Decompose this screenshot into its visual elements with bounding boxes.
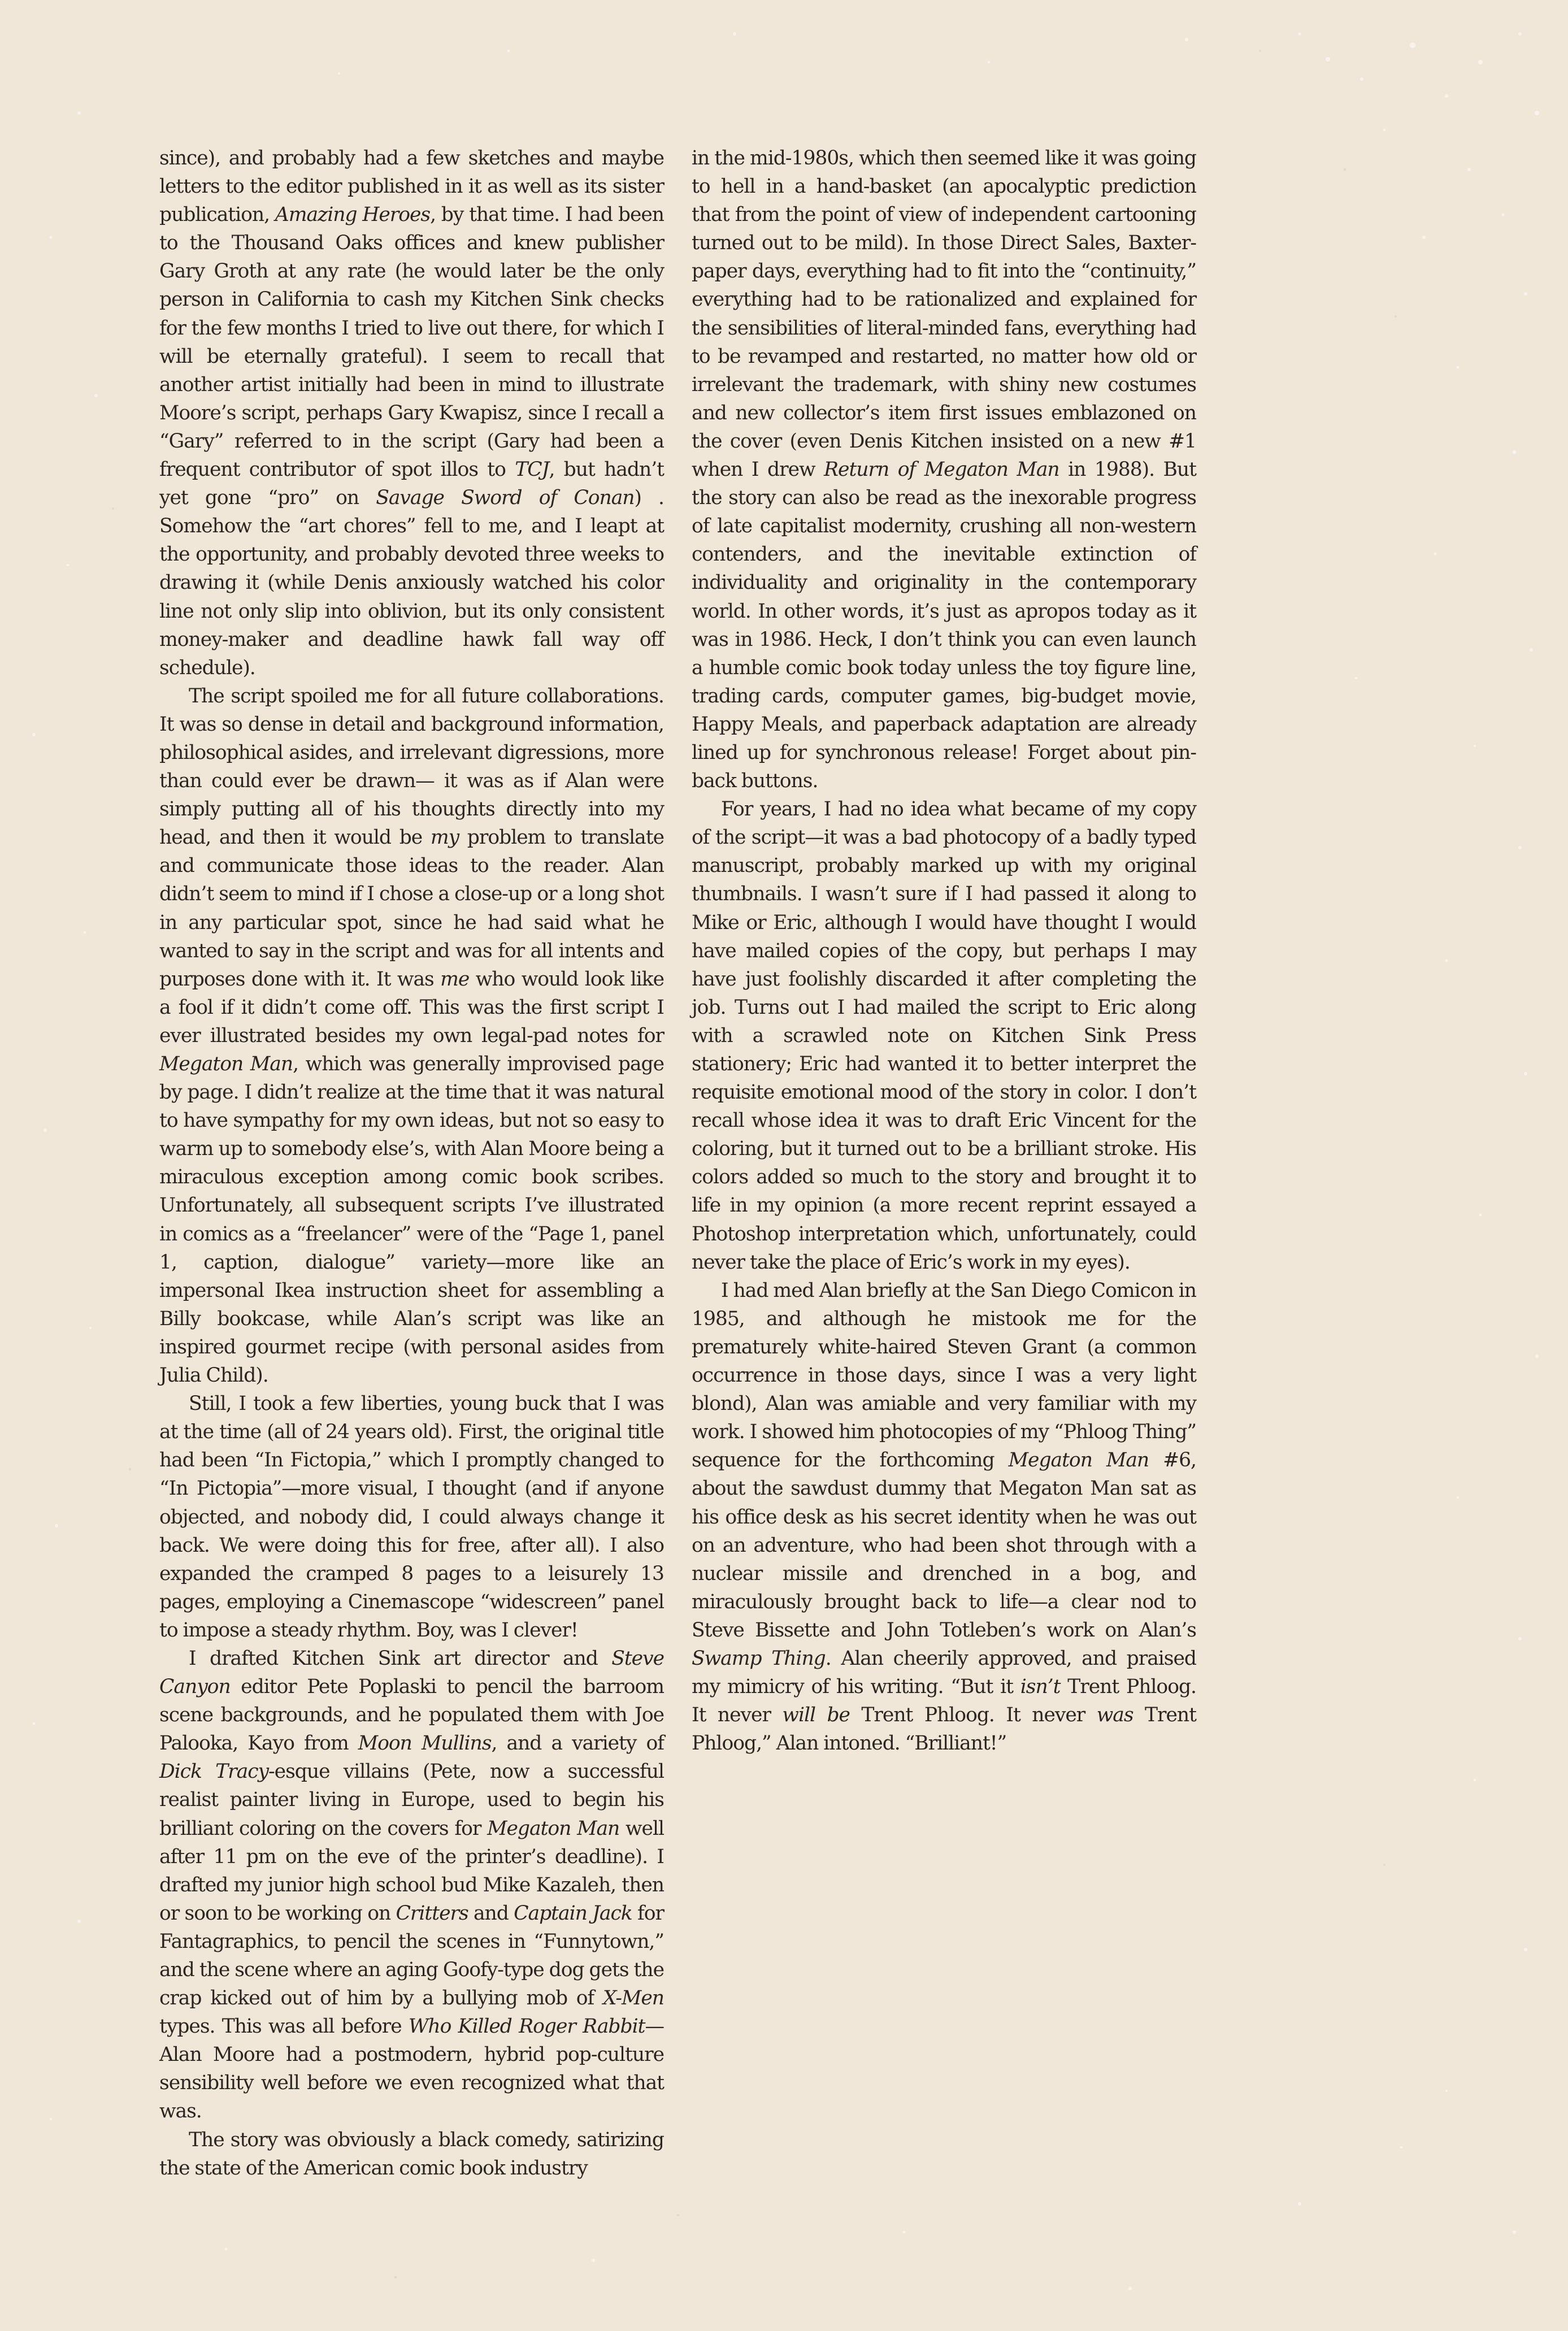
paragraph: Still, I took a few liberties, young buck that I was at the time (all of 24 years old). First, the original title had been “In Fictopia,” which I promptly changed to “In Pictopia”—more visual, I thought (and if anyone objected, and nobody did, I could always change it back. We were doing this for free, after all). I also expanded the cramped 8 pages to a leisurely 13 pages, employing a Cinemascope “widescreen” panel to impose a steady rhythm. Boy, was I clever! (159, 1392, 664, 1642)
paragraph: in the mid-1980s, which then seemed like it was going to hell in a hand-basket (an apocalyptic prediction that from the point of view of independent cartooning turned out to be mild). In those Direct Sales, Baxter-paper days, everything had to fit into the “continuity,” everything had to be rationalized and explained for the sensibilities of literal-minded fans, everything had to be revamped and restarted, no matter how old or irrelevant the trademark, with shiny new costumes and new collector’s item first issues emblazoned on the cover (even Denis Kitchen insisted on a new #1 when I drew Return of Megaton Man in 1988). But the story can also be read as the inexorable progress of late capitalist modernity, crushing all non-western contenders, and the inevitable extinction of individuality and originality in the contemporary world. In other words, it’s just as apropos today as it was in 1986. Heck, I don’t think you can even launch a humble comic book today unless the toy figure line, trading cards, computer games, big-budget movie, Happy Meals, and paperback adaptation are already lined up for synchronous release! Forget about pin-back buttons. (692, 147, 1196, 793)
paragraph: For years, I had no idea what became of my copy of the script—it was a bad photocopy of a badly typed manuscript, probably marked up with my original thumbnails. I wasn’t sure if I had passed it along to Mike or Eric, although I would have thought I would have mailed copies of the copy, but perhaps I may have just foolishly discarded it after completing the job. Turns out I had mailed the script to Eric along with a scrawled note on Kitchen Sink Press stationery; Eric had wanted it to better interpret the requisite emotional mood of the story in color. I don’t recall whose idea it was to draft Eric Vincent for the coloring, but it turned out to be a brilliant stroke. His colors added so much to the story and brought it to life in my opinion (a more recent reprint essayed a Photoshop interpretation which, unfortunately, could never take the place of Eric’s work in my eyes). (692, 798, 1196, 1274)
paragraph: The story was obviously a black comedy, satirizing the state of the American comic book industry (159, 2128, 664, 2180)
paragraph: since), and probably had a few sketches and maybe letters to the editor published in it as well as its sister publication, Amazing Heroes, by that time. I had been to the Thousand Oaks offices and knew publisher Gary Groth at any rate (he would later be the only person in California to cash my Kitchen Sink checks for the few months I tried to live out there, for which I will be eternally grateful). I seem to recall that another artist initially had been in mind to illustrate Moore’s script, perhaps Gary Kwapisz, since I recall a “Gary” referred to in the script (Gary had been a frequent contributor of spot illos to TCJ, but hadn’t yet gone “pro” on Savage Sword of Conan) . Somehow the “art chores” fell to me, and I leapt at the opportunity, and probably devoted three weeks to drawing it (while Denis anxiously watched his color line not only slip into oblivion, but its only consistent money-maker and deadline hawk fall way off schedule). (159, 147, 664, 679)
right-column (692, 144, 1196, 1757)
paragraph: I drafted Kitchen Sink art director and Steve Canyon editor Pete Poplaski to pencil the barroom scene backgrounds, and he populated them with Joe Palooka, Kayo from Moon Mullins, and a variety of Dick Tracy-esque villains (Pete, now a successful realist painter living in Europe, used to begin his brilliant coloring on the covers for Megaton Man well after 11 pm on the eve of the printer’s deadline). I drafted my junior high school bud Mike Kazaleh, then or soon to be working on Critters and Captain Jack for Fantagraphics, to pencil the scenes in “Funnytown,” and the scene where an aging Goofy-type dog gets the crap kicked out of him by a bullying mob of X-Men types. This was all before Who Killed Roger Rabbit—Alan Moore had a postmodern, hybrid pop-culture sensibility well before we even recognized what that was. (159, 1647, 664, 2123)
left-column (159, 144, 664, 2182)
paragraph: I had med Alan briefly at the San Diego Comicon in 1985, and although he mistook me for the prematurely white-haired Steven Grant (a common occurrence in those days, since I was a very light blond), Alan was amiable and very familiar with my work. I showed him photocopies of my “Phloog Thing” sequence for the forthcoming Megaton Man #6, about the sawdust dummy that Megaton Man sat as his office desk as his secret identity when he was out on an adventure, who had been shot through with a nuclear missile and drenched in a bog, and miraculously brought back to life—a clear nod to Steve Bissette and John Totleben’s work on Alan’s Swamp Thing. Alan cheerily approved, and praised my mimicry of his writing. “But it isn’t Trent Phloog. It never will be Trent Phloog. It never was Trent Phloog,” Alan intoned. “Brilliant!” (692, 1279, 1196, 1755)
paragraph: The script spoiled me for all future collaborations. It was so dense in detail and background information, philosophical asides, and irrelevant digressions, more than could ever be drawn— it was as if Alan were simply putting all of his thoughts directly into my head, and then it would be my problem to translate and communicate those ideas to the reader. Alan didn’t seem to mind if I chose a close-up or a long shot in any particular spot, since he had said what he wanted to say in the script and was for all intents and purposes done with it. It was me who would look like a fool if it didn’t come off. This was the first script I ever illustrated besides my own legal-pad notes for Megaton Man, which was generally improvised page by page. I didn’t realize at the time that it was natural to have sympathy for my own ideas, but not so easy to warm up to somebody else’s, with Alan Moore being a miraculous exception among comic book scribes. Unfortunately, all subsequent scripts I’ve illustrated in comics as a “freelancer” were of the “Page 1, panel 1, caption, dialogue” variety—more like an impersonal Ikea instruction sheet for assembling a Billy bookcase, while Alan’s script was like an inspired gourmet recipe (with personal asides from Julia Child). (159, 684, 664, 1387)
